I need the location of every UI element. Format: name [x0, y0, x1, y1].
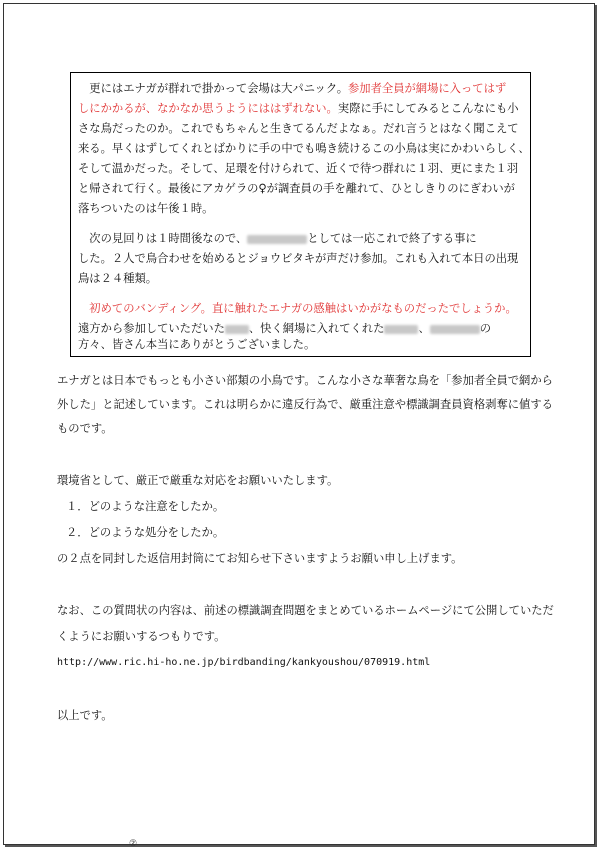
question-2: ２．どのような処分をしたか。 [66, 526, 225, 539]
box-p1-line-5 [78, 161, 518, 177]
redacted-name [225, 325, 249, 334]
box-p3-line-3 [78, 337, 315, 353]
box-p1-line-6 [78, 181, 515, 197]
box-p3-line-1 [78, 301, 517, 317]
text-segment: さな鳥だったのか。これでもちゃんと生きてるんだよなぁ。だれ言うとはなく聞こえて [78, 122, 519, 135]
box-p1-line-3 [78, 121, 519, 137]
notice-line-1: なお、この質問状の内容は、前述の標識調査問題をまとめているホームページにて公開していただ [57, 604, 554, 617]
box-p1-line-7 [78, 201, 213, 217]
text-segment: の [479, 322, 492, 335]
box-p1-line-1 [78, 81, 506, 97]
body-para1-line-1: エナガとは日本でもっとも小さい部類の小鳥です。こんな小さな華奢な鳥を「参加者全員で網から [57, 374, 553, 387]
text-segment: 、 [418, 322, 430, 335]
highlighted-text: しにかかるが、なかなか思うようにははずれない。 [78, 102, 338, 115]
question-1: １．どのような注意をしたか。 [66, 500, 225, 513]
text-segment: 、快く網場に入れてくれた [248, 322, 385, 335]
text-segment: と帰されて行く。最後にアカゲラの♀が調査員の手を離れて、ひとしきりのにぎわいが [78, 182, 515, 195]
request-line: 環境省として、厳正で厳重な対応をお願いいたします。 [57, 474, 339, 487]
box-p2-line-2 [78, 251, 518, 267]
redacted-name [384, 325, 418, 334]
text-segment: そして温かだった。そして、足環を付けられて、近くで待つ群れに１羽、更にまた１羽 [78, 162, 519, 175]
box-p1-line-2 [78, 101, 519, 117]
text-segment: 遠方から参加していただいた [78, 322, 225, 335]
closing-line: の２点を同封した返信用封筒にてお知らせ下さいますようお願い申し上げます。 [57, 552, 463, 565]
text-segment: した。２人で鳥合わせを始めるとジョウビタキが声だけ参加。これも入れて本日の出現 [78, 252, 519, 265]
box-p2-line-3 [78, 271, 157, 287]
homepage-url: http://www.ric.hi-ho.ne.jp/birdbanding/kankyoushou/070919.html [57, 657, 431, 668]
text-segment: 落ちついたのは午後１時。 [78, 202, 214, 215]
text-segment: 更にはエナガが群れで掛かって会場は大パニック。 [78, 82, 348, 95]
body-para1-line-2: 外した」と記述しています。これは明らかに違反行為で、厳重注意や標識調査員資格剥奪に値する [57, 398, 553, 411]
text-segment: としては一応これで終了する事に [307, 232, 477, 245]
box-p2-line-1 [78, 231, 477, 247]
text-segment: 次の見回りは１時間後なので、 [78, 232, 248, 245]
redacted-name [247, 235, 307, 244]
highlighted-text: 初めてのバンディング。直に触れたエナガの感触はいかがなものだったでしょうか。 [78, 302, 517, 315]
text-segment: 来る。早くはずしてくれとばかりに手の中でも鳴き続けるこの小鳥は実にかわいらしく、 [78, 142, 530, 155]
notice-line-2: くようにお願いするつもりです。 [57, 630, 226, 643]
page-mark: ② [129, 839, 138, 849]
text-segment: 実際に手にしてみるとこんなにも小 [337, 102, 519, 115]
body-para1-line-3: ものです。 [57, 422, 113, 435]
text-segment: 方々、皆さん本当にありがとうございました。 [78, 338, 316, 351]
end-line: 以上です。 [57, 709, 113, 722]
redacted-name [430, 325, 480, 334]
box-p3-line-2 [78, 321, 491, 337]
highlighted-text: 参加者全員が網場に入ってはず [348, 82, 507, 95]
box-p1-line-4 [78, 141, 530, 157]
text-segment: 鳥は２４種類。 [78, 272, 158, 285]
